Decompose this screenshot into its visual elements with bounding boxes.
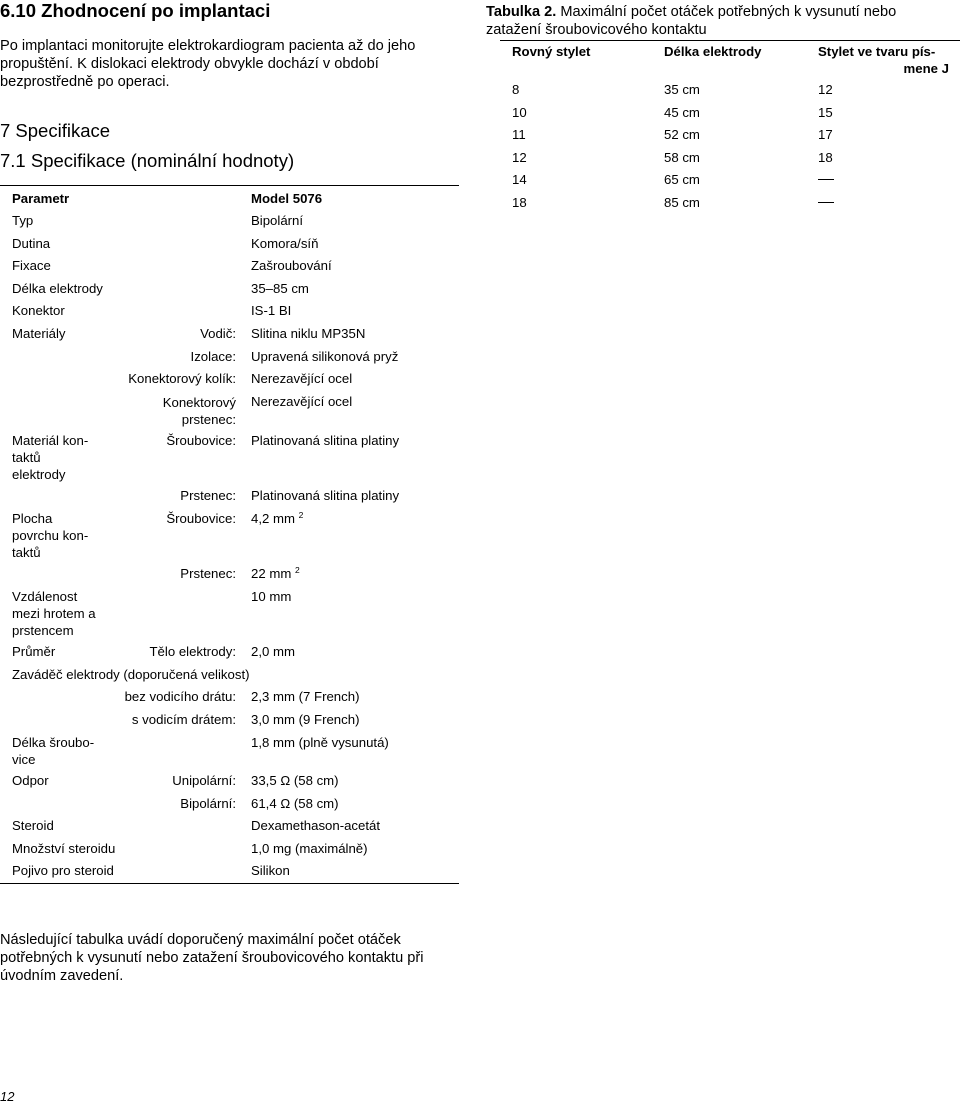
spec-value-dutina: Komora/síň xyxy=(251,236,319,251)
spec-label-steroid: Steroid xyxy=(12,818,54,833)
table2-cell: 15 xyxy=(818,105,833,120)
spec-label-vzdalenost: Vzdálenost mezi hrotem a prstencem xyxy=(12,589,96,638)
page-number: 12 xyxy=(0,1089,15,1104)
section-6-10-paragraph: Po implantaci monitorujte elektrokardiogram pacienta až do jeho propuštění. K dislokaci elektrody obvykle dochází v období bezprostředně po operaci. xyxy=(0,38,416,90)
spec-value-delka-sroubovice: 1,8 mm (plně vysunutá) xyxy=(251,735,389,750)
spec-header-model: Model 5076 xyxy=(251,191,323,206)
spec-sub-konektorovy-kolik: Konektorový kolík: xyxy=(128,371,236,386)
spec-value-konektorovy-prstenec: Nerezavějící ocel xyxy=(251,394,353,409)
spec-table-bottom-rule xyxy=(0,883,459,884)
spec-value-s-vodicim-dratem: 3,0 mm (9 French) xyxy=(251,712,360,727)
spec-label-fixace: Fixace xyxy=(12,258,51,273)
spec-sub-sroubovice-material: Šroubovice: xyxy=(166,433,236,448)
spec-value-fixace: Zašroubování xyxy=(251,258,332,273)
spec-label-delka: Délka elektrody xyxy=(12,281,103,296)
spec-sub-s-vodicim-dratem: s vodicím drátem: xyxy=(131,712,236,727)
spec-label-delka-sroubovice: Délka šroubo- vice xyxy=(12,735,95,767)
table2-cell-empty xyxy=(818,194,834,212)
spec-value-konektorovy-kolik: Nerezavějící ocel xyxy=(251,371,353,386)
spec-value-vodic: Slitina niklu MP35N xyxy=(251,326,366,341)
spec-header-param: Parametr xyxy=(12,191,70,206)
table2-cell: 18 xyxy=(512,195,527,210)
spec-sub-bez-vodiciho-dratu: bez vodicího drátu: xyxy=(124,689,236,704)
spec-value-bipolarni: 61,4 Ω (58 cm) xyxy=(251,796,339,811)
spec-label-zavadec: Zaváděč elektrody (doporučená velikost) xyxy=(12,667,250,682)
table2-header-straight: Rovný stylet xyxy=(512,44,591,59)
spec-value-unipolarni: 33,5 Ω (58 cm) xyxy=(251,773,339,788)
spec-value-prstenec-material: Platinovaná slitina platiny xyxy=(251,488,400,503)
spec-value-steroid: Dexamethason-acetát xyxy=(251,818,381,833)
dash-mark xyxy=(818,202,834,203)
spec-value-konektor: IS-1 BI xyxy=(251,303,292,318)
table2-caption: Tabulka 2. Maximální počet otáček potřebných k vysunutí nebo zatažení šroubovicového kontaktu xyxy=(486,4,897,38)
spec-label-material-kontaktu: Materiál kon- taktů elektrody xyxy=(12,433,89,482)
table2-cell: 58 cm xyxy=(664,150,700,165)
dash-mark xyxy=(818,179,834,180)
table2-cell-empty xyxy=(818,171,834,189)
spec-value-pojivo: Silikon xyxy=(251,863,290,878)
table2-cell: 17 xyxy=(818,127,833,142)
spec-label-prumer: Průměr xyxy=(12,644,56,659)
table2-cell: 35 cm xyxy=(664,82,700,97)
spec-value-typ: Bipolární xyxy=(251,213,304,228)
table2-top-rule xyxy=(500,40,960,41)
spec-sub-vodic: Vodič: xyxy=(200,326,236,341)
spec-label-typ: Typ xyxy=(12,213,34,228)
spec-value-sroubovice-plocha: 4,2 mm $^2$ xyxy=(251,510,304,526)
table2-header-length: Délka elektrody xyxy=(664,44,762,59)
table2-header-j-stylet: Stylet ve tvaru pís- mene J xyxy=(818,44,949,76)
table2-caption-label: Tabulka 2. xyxy=(486,4,557,20)
spec-label-materialy: Materiály xyxy=(12,326,66,341)
spec-value-izolace: Upravená silikonová pryž xyxy=(251,349,399,364)
bottom-paragraph: Následující tabulka uvádí doporučený maximální počet otáček potřebných k vysunutí nebo zatažení šroubovicového kontaktu při úvodním zavedení. xyxy=(0,932,424,984)
spec-sub-konektorovy-prstenec: Konektorový prstenec: xyxy=(162,395,236,427)
table2-cell: 65 cm xyxy=(664,172,700,187)
table2-cell: 8 xyxy=(512,82,520,97)
spec-value-prumer: 2,0 mm xyxy=(251,644,295,659)
spec-sub-bipolarni: Bipolární: xyxy=(180,796,236,811)
spec-value-sroubovice-material: Platinovaná slitina platiny xyxy=(251,433,400,448)
table2-cell: 10 xyxy=(512,105,527,120)
table2-cell: 18 xyxy=(818,150,833,165)
table2-cell: 12 xyxy=(818,82,833,97)
spec-sub-telo-elektrody: Tělo elektrody: xyxy=(149,644,236,659)
section-6-10-heading: 6.10 Zhodnocení po implantaci xyxy=(0,0,271,21)
spec-label-plocha: Plocha povrchu kon- taktů xyxy=(12,511,89,560)
table2-cell: 45 cm xyxy=(664,105,700,120)
spec-value-delka: 35–85 cm xyxy=(251,281,309,296)
spec-label-odpor: Odpor xyxy=(12,773,49,788)
spec-label-dutina: Dutina xyxy=(12,236,51,251)
spec-sub-unipolarni: Unipolární: xyxy=(172,773,236,788)
section-7-heading: 7 Specifikace xyxy=(0,120,111,141)
section-7-1-heading: 7.1 Specifikace (nominální hodnoty) xyxy=(0,150,295,171)
spec-label-pojivo: Pojivo pro steroid xyxy=(12,863,114,878)
spec-value-mnozstvi-steroidu: 1,0 mg (maximálně) xyxy=(251,841,368,856)
spec-label-konektor: Konektor xyxy=(12,303,65,318)
spec-sub-izolace: Izolace: xyxy=(190,349,236,364)
spec-label-mnozstvi-steroidu: Množství steroidu xyxy=(12,841,116,856)
spec-sub-sroubovice-plocha: Šroubovice: xyxy=(166,511,236,526)
table2-cell: 85 cm xyxy=(664,195,700,210)
spec-value-vzdalenost: 10 mm xyxy=(251,589,292,604)
table2-cell: 52 cm xyxy=(664,127,700,142)
table2-cell: 14 xyxy=(512,172,527,187)
table2-cell: 12 xyxy=(512,150,527,165)
spec-sub-prstenec-material: Prstenec: xyxy=(180,488,236,503)
table2-cell: 11 xyxy=(512,127,526,142)
spec-value-prstenec-plocha: 22 mm $^2$ xyxy=(251,565,300,581)
spec-sub-prstenec-plocha: Prstenec: xyxy=(180,566,236,581)
spec-value-bez-vodiciho-dratu: 2,3 mm (7 French) xyxy=(251,689,360,704)
spec-table-top-rule xyxy=(0,185,459,186)
